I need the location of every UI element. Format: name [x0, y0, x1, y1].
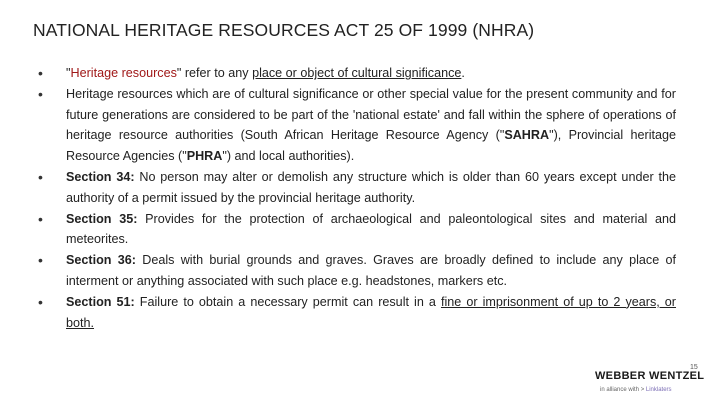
acronym-sahra: SAHRA	[504, 128, 550, 143]
linklaters-logo: Linklaters	[645, 387, 672, 393]
bullet-section-34: • Section 34: No person may alter or demolish any structure which is older than 60 years except under the authority of a permit issued by the provincial heritage authority.	[38, 168, 676, 205]
bullet-section-51: • Section 51: Failure to obtain a necessary permit can result in a fine or imprisonment of up to 2 years, or both.	[38, 293, 677, 330]
logo-tagline: in alliance with > Linklaters	[600, 387, 672, 393]
section-label: Section 35:	[66, 211, 138, 226]
bullet-section-36: • Section 36: Deals with burial grounds and graves. Graves are broadly defined to include any place of interment or anything associated with such place e.g. headstones, markers etc.	[38, 252, 676, 288]
bullet-icon: •	[38, 252, 43, 269]
acronym-phra: PHRA	[186, 149, 223, 164]
section-label: Section 36:	[66, 253, 136, 268]
bullet-icon: •	[38, 85, 43, 102]
bullet-icon: •	[38, 293, 43, 310]
bullet-heritage-definition: • "Heritage resources" refer to any place or object of cultural significance.	[38, 63, 676, 84]
term-heritage-resources: Heritage resources	[70, 66, 177, 80]
slide-title: NATIONAL HERITAGE RESOURCES ACT 25 OF 1999 (NHRA)	[33, 20, 535, 40]
section-label: Section 51:	[66, 294, 135, 309]
bullet-section-35: • Section 35: Provides for the protection of archaeological and paleontological sites and material and meteorites.	[38, 210, 676, 247]
underlined-penalty: fine or imprisonment of up to 2 years, or both.	[66, 294, 677, 330]
webber-wentzel-logo: WEBBER WENTZEL	[595, 370, 705, 382]
bullet-national-estate: • Heritage resources which are of cultural significance or other special value for the present community and for future generations are considered to be part of the 'national estate' and fall within the sphere of operations of heritage resource authorities (South African Heritage Resource Agency ("SAHRA"), Provincial heritage Resource Agencies ("PHRA") and local authorities).	[38, 85, 677, 164]
page-number: 15	[690, 364, 698, 371]
section-label: Section 34:	[66, 169, 135, 184]
underlined-definition: place or object of cultural significance	[252, 66, 462, 80]
bullet-icon: •	[38, 210, 43, 227]
bullet-icon: •	[38, 168, 43, 185]
bullet-icon: •	[38, 65, 43, 81]
bullet-list	[38, 63, 676, 333]
